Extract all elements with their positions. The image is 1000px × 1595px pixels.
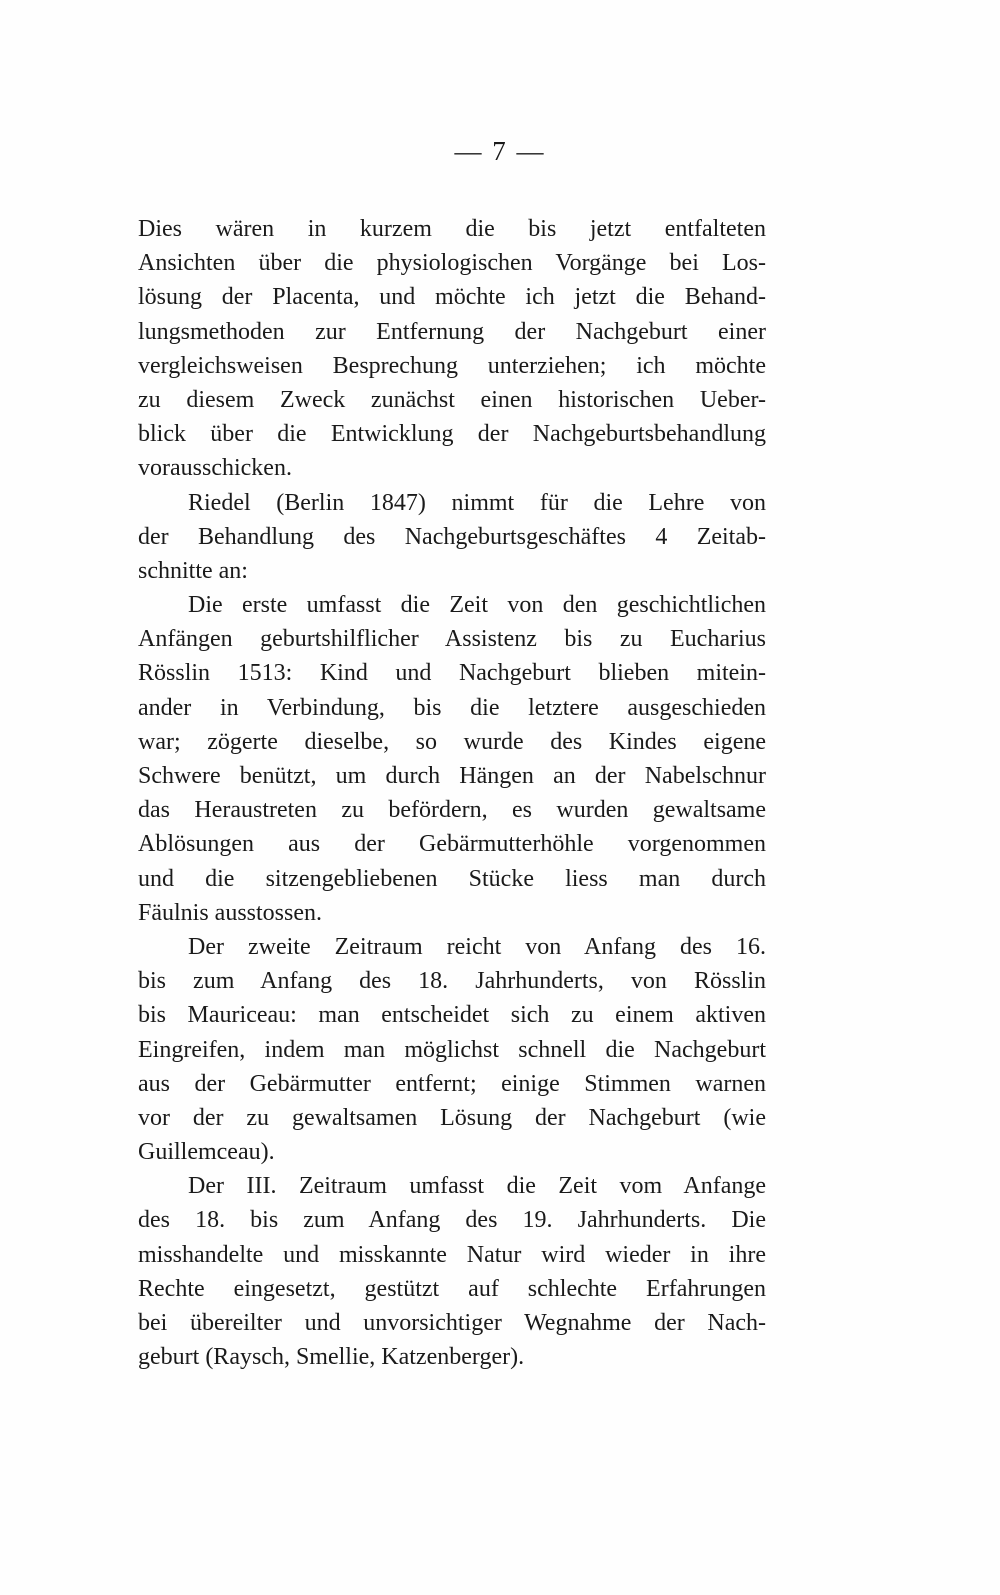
text-line: Anfängen geburtshilflicher Assistenz bis zu Eucharius (138, 626, 766, 653)
text-line: war; zögerte dieselbe, so wurde des Kindes eigene (138, 728, 766, 755)
paragraph-first-line: Der III. Zeitraum umfasst die Zeit vom Anfange (188, 1173, 766, 1200)
text-line: Dies wären in kurzem die bis jetzt entfalteten (138, 216, 766, 242)
text-line: und die sitzengebliebenen Stücke liess man durch (138, 865, 766, 892)
text-line: blick über die Entwicklung der Nachgeburtsbehandlung (138, 421, 766, 448)
text-line: zu diesem Zweck zunächst einen historischen Ueber- (138, 386, 766, 413)
text-line: schnitte an: (138, 557, 248, 584)
text-line: geburt (Raysch, Smellie, Katzenberger). (138, 1344, 525, 1371)
text-line: Fäulnis ausstossen. (138, 899, 323, 926)
text-line: vor der zu gewaltsamen Lösung der Nachgeburt (wie (138, 1104, 766, 1131)
text-line: vorausschicken. (138, 455, 292, 482)
text-line: bei übereilter und unvorsichtiger Wegnahme der Nach- (138, 1310, 766, 1336)
text-line: Ablösungen aus der Gebärmutterhöhle vorgenommen (138, 831, 766, 858)
text-line: bis Mauriceau: man entscheidet sich zu einem aktiven (138, 1002, 766, 1029)
text-line: vergleichsweisen Besprechung unterziehen; ich möchte (138, 352, 766, 379)
text-line: der Behandlung des Nachgeburtsgeschäftes 4 Zeitab- (138, 523, 766, 550)
text-line: aus der Gebärmutter entfernt; einige Stimmen warnen (138, 1070, 766, 1097)
text-line: des 18. bis zum Anfang des 19. Jahrhunderts. Die (138, 1207, 766, 1234)
page-number: — 7 — (454, 136, 546, 166)
text-line: Schwere benützt, um durch Hängen an der Nabelschnur (138, 763, 766, 789)
text-line: Rösslin 1513: Kind und Nachgeburt blieben mitein- (138, 660, 766, 687)
text-line: Guillemceau). (138, 1139, 275, 1166)
text-line: bis zum Anfang des 18. Jahrhunderts, von Rösslin (138, 968, 766, 995)
text-line: misshandelte und misskannte Natur wird wieder in ihre (138, 1241, 766, 1268)
text-line: lungsmethoden zur Entfernung der Nachgeburt einer (138, 318, 766, 345)
body-text (138, 212, 766, 1374)
paragraph-first-line: Die erste umfasst die Zeit von den geschichtlichen (188, 592, 766, 619)
text-line: Eingreifen, indem man möglichst schnell die Nachgeburt (138, 1036, 766, 1063)
text-line: lösung der Placenta, und möchte ich jetzt die Behand- (138, 284, 766, 311)
paragraph-first-line: Riedel (Berlin 1847) nimmt für die Lehre von (188, 489, 766, 516)
text-line: ander in Verbindung, bis die letztere ausgeschieden (138, 694, 766, 721)
text-line: das Heraustreten zu befördern, es wurden gewaltsame (138, 797, 766, 824)
text-line: Ansichten über die physiologischen Vorgänge bei Los- (138, 250, 766, 277)
paragraph-first-line: Der zweite Zeitraum reicht von Anfang des 16. (188, 933, 766, 960)
text-line: Rechte eingesetzt, gestützt auf schlechte Erfahrungen (138, 1275, 766, 1302)
